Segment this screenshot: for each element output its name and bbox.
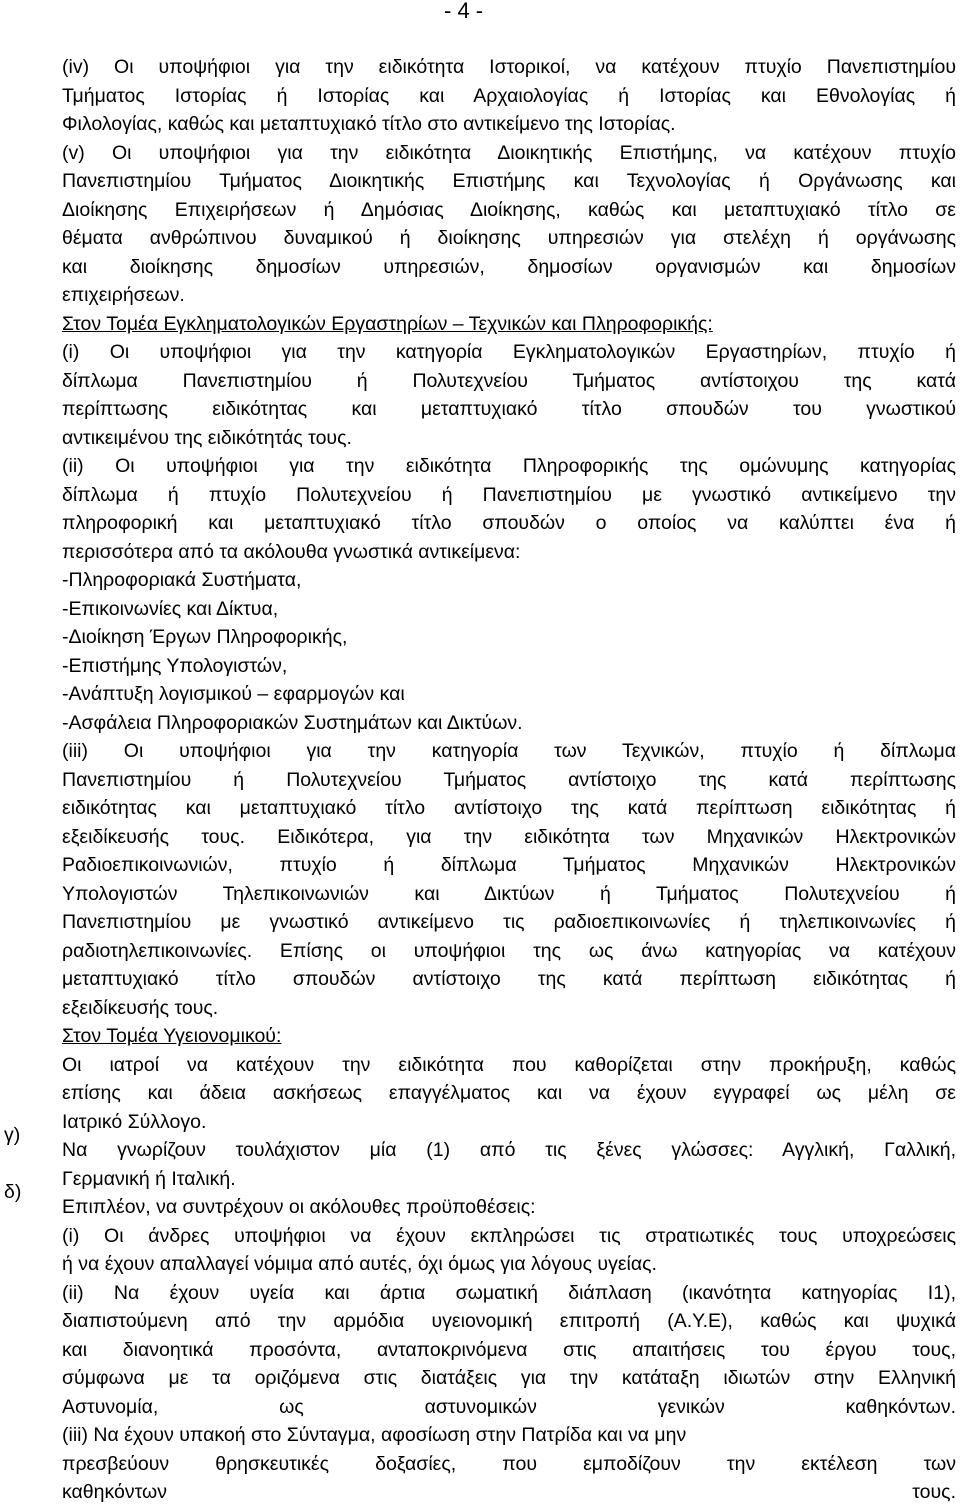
text-line: Ραδιοεπικοινωνιών, πτυχίο ή δίπλωμα Τμήματος Μηχανικών Ηλεκτρονικών [62,854,956,876]
text-line: μεταπτυχιακό τίτλο σπουδών αντίστοιχο της κατά περίπτωση ειδικότητας ή [62,968,956,990]
text-line: Ιατρικό Σύλλογο. [62,1110,207,1133]
text-line: ειδικότητας και μεταπτυχιακό τίτλο αντίστοιχο της κατά περίπτωση ειδικότητας ή [62,797,956,819]
list-marker-gamma: γ) [4,1124,21,1146]
text-line: αντικειμένου της ειδικότητάς τους. [62,426,352,449]
text-line: Πανεπιστημίου Τμήματος Διοικητικής Επιστήμης και Τεχνολογίας ή Οργάνωσης και [62,170,956,192]
text-line: ή να έχουν απαλλαγεί νόμιμα από αυτές, όχι όμως για λόγους υγείας. [62,1253,657,1275]
text-line: Φιλολογίας, καθώς και μεταπτυχιακό τίτλο στο αντικείμενο της Ιστορίας. [62,113,676,135]
text-line: Αστυνομία, ως αστυνομικών γενικών καθηκόντων. [62,1395,956,1418]
text-line: (iii) Να έχουν υπακοή στο Σύνταγμα, αφοσίωση στην Πατρίδα και να μην [62,1424,687,1446]
text-line: επίσης και άδεια ασκήσεως επαγγέλματος και να έχουν εγγραφεί ως μέλη σε [62,1082,956,1104]
text-line: Πανεπιστημίου ή Πολυτεχνείου Τμήματος αντίστοιχο της κατά περίπτωσης [62,768,956,791]
text-line: -Επιστήμης Υπολογιστών, [62,654,288,677]
text-line: -Ανάπτυξη λογισμικού – εφαρμογών και [62,683,405,705]
text-line: επιχειρήσεων. [62,284,185,306]
text-line: καθηκόντων τους. [62,1481,956,1503]
list-marker-delta: δ) [4,1181,22,1203]
text-line: και διοίκησης δημοσίων υπηρεσιών, δημοσίων οργανισμών και δημοσίων [62,255,956,278]
text-line: περίπτωσης ειδικότητας και μεταπτυχιακό τίτλο σπουδών του γνωστικού [62,398,956,420]
text-line: Διοίκησης Επιχειρήσεων ή Δημόσιας Διοίκησης, καθώς και μεταπτυχιακό τίτλο σε [62,198,956,221]
section-heading: Στον Τομέα Εγκληματολογικών Εργαστηρίων – Τεχνικών και Πληροφορικής: [62,312,713,335]
text-line: (i) Οι υποψήφιοι για την κατηγορία Εγκληματολογικών Εργαστηρίων, πτυχίο ή [62,341,956,363]
text-line: Τμήματος Ιστορίας ή Ιστορίας και Αρχαιολογίας ή Ιστορίας και Εθνολογίας ή [62,84,956,107]
text-line: (ii) Οι υποψήφιοι για την ειδικότητα Πληροφορικής της ομώνυμης κατηγορίας [62,455,956,477]
text-line: δίπλωμα Πανεπιστημίου ή Πολυτεχνείου Τμήματος αντίστοιχου της κατά [62,369,956,392]
text-line: πρεσβεύουν θρησκευτικές δοξασίες, που εμποδίζουν την εκτέλεση των [62,1452,956,1475]
text-line: διαπιστούμενη από την αρμόδια υγειονομική επιτροπή (Α.Υ.Ε), καθώς και ψυχικά [62,1310,956,1332]
text-line: (v) Οι υποψήφιοι για την ειδικότητα Διοικητικής Επιστήμης, να κατέχουν πτυχίο [62,141,956,164]
text-line: Γερμανική ή Ιταλική. [62,1167,236,1190]
text-line: εξειδίκευσής τους. [62,996,219,1019]
text-line: (ii) Να έχουν υγεία και άρτια σωματική διάπλαση (ικανότητα κατηγορίας Ι1), [62,1281,956,1304]
text-line: -Διοίκηση Έργων Πληροφορικής, [62,626,348,648]
text-line: εξειδίκευσής τους. Ειδικότερα, για την ειδικότητα των Μηχανικών Ηλεκτρονικών [62,825,956,848]
text-line: Επιπλέον, να συντρέχουν οι ακόλουθες προϋποθέσεις: [62,1196,536,1218]
text-line: θέματα ανθρώπινου δυναμικού ή διοίκησης υπηρεσιών για στελέχη ή οργάνωσης [62,227,956,249]
text-line: περισσότερα από τα ακόλουθα γνωστικά αντικείμενα: [62,540,521,563]
text-line: (i) Οι άνδρες υποψήφιοι να έχουν εκπληρώσει τις στρατιωτικές τους υποχρεώσεις [62,1224,956,1247]
text-line: και διανοητικά προσόντα, ανταποκρινόμενα στις απαιτήσεις του έργου τους, [62,1338,956,1361]
text-line: Να γνωρίζουν τουλάχιστον μία (1) από τις ξένες γλώσσες: Αγγλική, Γαλλική, [62,1139,956,1161]
text-line: Οι ιατροί να κατέχουν την ειδικότητα που καθορίζεται στην προκήρυξη, καθώς [62,1053,956,1076]
text-line: Υπολογιστών Τηλεπικοινωνιών και Δικτύων ή Τμήματος Πολυτεχνείου ή [62,882,956,905]
text-line: (iv) Οι υποψήφιοι για την ειδικότητα Ιστορικοί, να κατέχουν πτυχίο Πανεπιστημίου [62,56,956,78]
text-line: ραδιοτηλεπικοινωνίες. Επίσης οι υποψήφιοι της ως άνω κατηγορίας να κατέχουν [62,939,956,962]
text-line: (iii) Οι υποψήφιοι για την κατηγορία των Τεχνικών, πτυχίο ή δίπλωμα [62,740,956,762]
page-number: - 4 - [444,0,484,23]
text-line: πληροφορική και μεταπτυχιακό τίτλο σπουδών ο οποίος να καλύπτει ένα ή [62,512,956,534]
text-line: δίπλωμα ή πτυχίο Πολυτεχνείου ή Πανεπιστημίου με γνωστικό αντικείμενο την [62,483,956,506]
text-line: Πανεπιστημίου με γνωστικό αντικείμενο τις ραδιοεπικοινωνίες ή τηλεπικοινωνίες ή [62,911,956,933]
text-line: -Επικοινωνίες και Δίκτυα, [62,597,279,620]
section-heading: Στον Τομέα Υγειονομικού: [62,1025,282,1047]
text-line: σύμφωνα με τα οριζόμενα στις διατάξεις για την κατάταξη ιδιωτών στην Ελληνική [62,1367,956,1389]
text-line: -Πληροφοριακά Συστήματα, [62,569,302,591]
text-line: -Ασφάλεια Πληροφοριακών Συστημάτων και Δικτύων. [62,711,523,734]
